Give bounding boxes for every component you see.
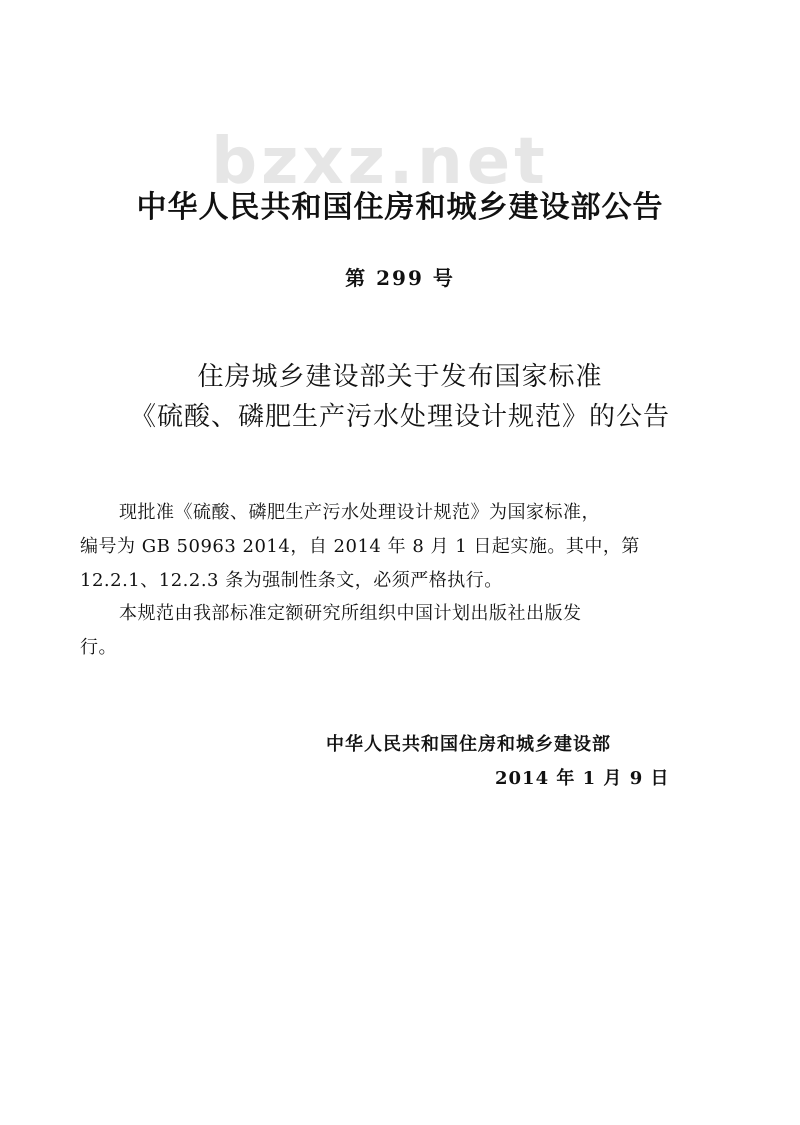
announcement-number: 第 299 号 (345, 266, 455, 290)
body-line-1: 现批准《硫酸、磷肥生产污水处理设计规范》为国家标准， (119, 502, 600, 523)
body-line-4: 本规范由我部标准定额研究所组织中国计划出版社出版发 (119, 603, 582, 624)
issuer-signature: 中华人民共和国住房和城乡建设部 (326, 734, 611, 755)
body-line-3: 12.2.1、12.2.3 条为强制性条文，必须严格执行。 (80, 570, 503, 591)
issue-date: 2014 年 1 月 9 日 (495, 768, 670, 789)
body-line-5: 行。 (80, 637, 117, 658)
announcement-title-line-2: 《硫酸、磷肥生产污水处理设计规范》的公告 (129, 402, 670, 432)
announcement-title-line-1: 住房城乡建设部关于发布国家标准 (197, 362, 603, 392)
page-title: 中华人民共和国住房和城乡建设部公告 (136, 190, 664, 225)
watermark: bzxz.net (211, 125, 549, 199)
body-line-2: 编号为 GB 50963 2014，自 2014 年 8 月 1 日起实施。其中，第 (80, 536, 640, 557)
